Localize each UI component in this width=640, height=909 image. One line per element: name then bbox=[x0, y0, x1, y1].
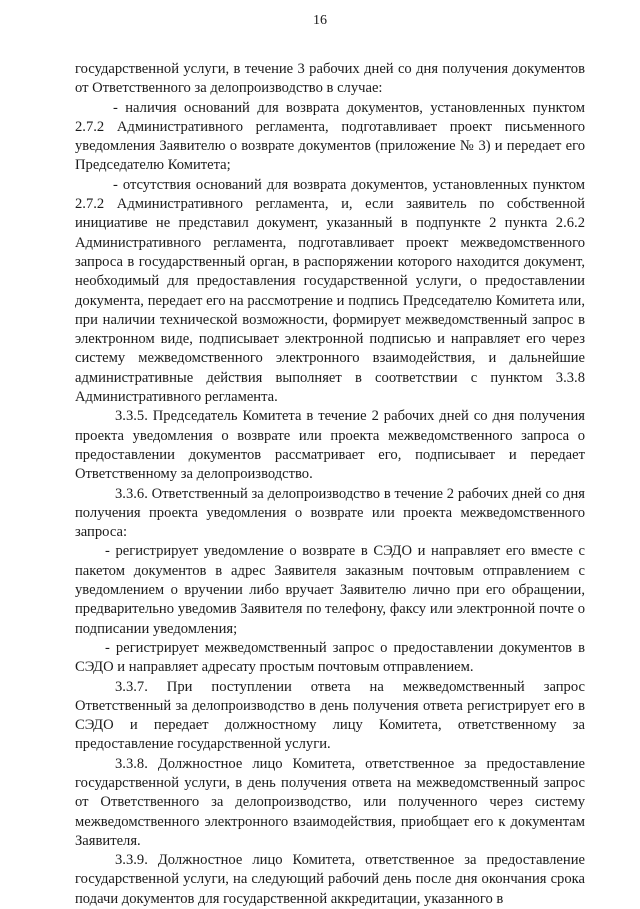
paragraph-3-3-9: 3.3.9. Должностное лицо Комитета, ответственное за предоставление государственной услуги, на следующий рабочий день после дня окончания срока подачи документов для государственной аккредитации, указанного в bbox=[75, 852, 585, 907]
list-item-return-grounds: - наличия оснований для возврата документов, установленных пунктом 2.7.2 Административного регламента, подготавливает проект письменного уведомления Заявителю о возврате документов (приложение № 3) и передает его Председателю Комитета; bbox=[75, 99, 585, 174]
paragraph-3-3-5: 3.3.5. Председатель Комитета в течение 2 рабочих дней со дня получения проекта уведомления о возврате или проекта межведомственного запроса о предоставлении документов рассматривает его, подписывает и передает Ответственному за делопроизводство. bbox=[75, 408, 585, 483]
document-body bbox=[75, 60, 585, 909]
page-number: 16 bbox=[313, 13, 327, 28]
list-item-register-return-notice: - регистрирует уведомление о возврате в СЭДО и направляет его вместе с пакетом документов в адрес Заявителя заказным почтовым отправлением с уведомлением о вручении либо вручает Заявителю лично при его обращении, предварительно уведомив Заявителя по телефону, факсу или электронной почте о подписании уведомления; bbox=[75, 543, 585, 637]
list-item-no-return-grounds: - отсутствия оснований для возврата документов, установленных пунктом 2.7.2 Административного регламента, и, если заявитель по собственной инициативе не представил документ, указанный в подпункте 2 пункта 2.6.2 Административного регламента, подготавливает проект межведомственного запроса в государственный орган, в распоряжении которого находится документ, необходимый для предоставления государственной услуги, о предоставлении документа, передает его на рассмотрение и подпись Председателю Комитета или, при наличии технической возможности, формирует межведомственный запрос в электронном виде, подписывает электронной подписью и направляет его через систему межведомственного электронного взаимодействия, и дальнейшие административные действия выполняет в соответствии с пунктом 3.3.8 Административного регламента. bbox=[75, 176, 585, 406]
paragraph-3-3-7: 3.3.7. При поступлении ответа на межведомственный запрос Ответственный за делопроизводство в день получения ответа регистрирует его в СЭДО и передает должностному лицу Комитета, ответственному за предоставление государственной услуги. bbox=[75, 678, 585, 753]
paragraph-3-3-8: 3.3.8. Должностное лицо Комитета, ответственное за предоставление государственной услуги, в день получения ответа на межведомственный запрос от Ответственного за делопроизводство, или полученного через систему межведомственного электронного взаимодействия, приобщает его к документам Заявителя. bbox=[75, 755, 585, 849]
paragraph-continuation: государственной услуги, в течение 3 рабочих дней со дня получения документов от Ответственного за делопроизводство в случае: bbox=[75, 61, 585, 97]
list-item-register-interagency-request: - регистрирует межведомственный запрос о предоставлении документов в СЭДО и направляет адресату простым почтовым отправлением. bbox=[75, 639, 585, 676]
paragraph-3-3-6: 3.3.6. Ответственный за делопроизводство в течение 2 рабочих дней со дня получения проекта уведомления о возврате или проекта межведомственного запроса: bbox=[75, 485, 585, 541]
